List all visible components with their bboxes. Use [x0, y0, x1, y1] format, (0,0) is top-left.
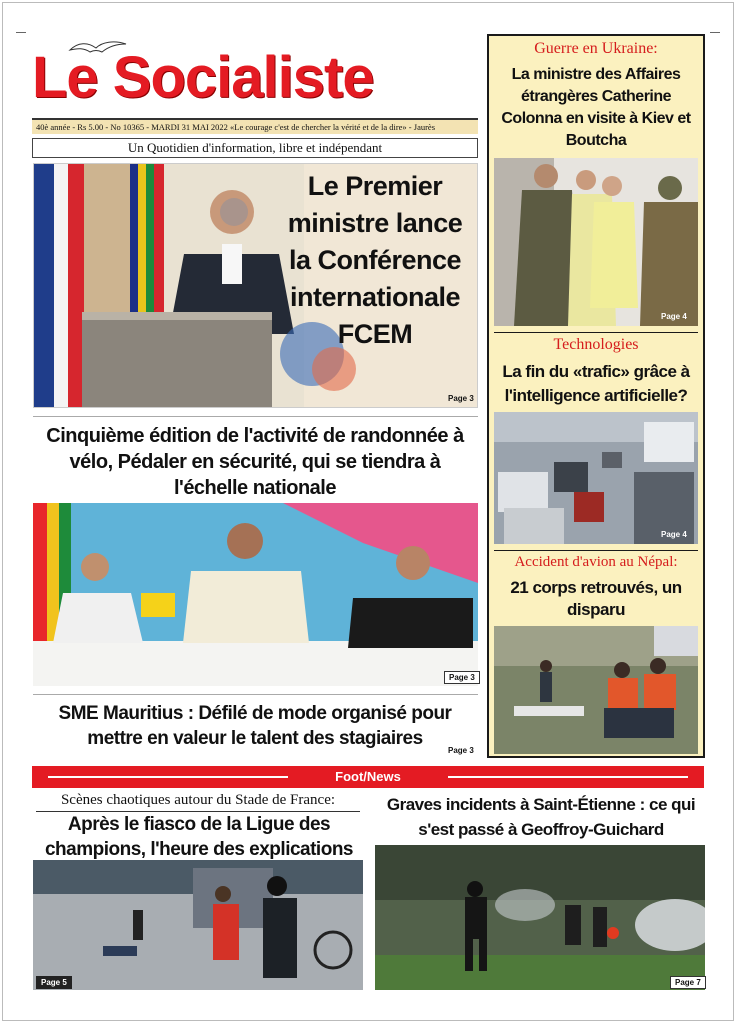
tech-page-ref[interactable]: Page 4	[661, 530, 687, 539]
traffic-photo[interactable]	[494, 412, 698, 544]
ukraine-photo[interactable]	[494, 158, 698, 326]
sidebar-box	[487, 34, 705, 758]
newspaper-logo[interactable]: Le Socialiste	[32, 45, 374, 110]
issue-info-bar: 40è année - Rs 5.00 - No 10365 - MARDI 31 MAI 2022 «Le courage c'est de chercher la vérité et de la dire» - Jaurès	[32, 118, 478, 134]
stade-kicker: Scènes chaotiques autour du Stade de France:	[60, 792, 336, 808]
section-bar	[32, 766, 704, 788]
stade-photo[interactable]	[33, 860, 363, 990]
lead-page-ref[interactable]: Page 3	[448, 394, 474, 403]
crop-mark	[710, 32, 720, 33]
sme-headline[interactable]: SME Mauritius : Défilé de mode organisé pour mettre en valeur le talent des stagiaires	[58, 703, 452, 749]
tagline: Un Quotidien d'information, libre et indépendant	[32, 138, 478, 158]
ukraine-kicker: Guerre en Ukraine:	[534, 40, 658, 57]
cycling-headline[interactable]: Cinquième édition de l'activité de randonnée à vélo, Pédaler en sécurité, qui se tiendra à l'échelle nationale	[46, 425, 464, 499]
cycling-page-ref[interactable]: Page 3	[444, 671, 480, 684]
divider	[494, 332, 698, 333]
saint-etienne-page-ref[interactable]: Page 7	[670, 976, 706, 989]
divider	[33, 694, 478, 695]
section-label[interactable]: Foot/News	[335, 769, 401, 784]
tech-kicker: Technologies	[553, 336, 639, 353]
lead-headline[interactable]: Le Premier ministre lance la Conférence internationale FCEM	[287, 171, 463, 349]
stadium-chaos-image	[33, 860, 363, 990]
masthead	[32, 38, 478, 158]
pitch-invasion-image	[375, 845, 705, 990]
press-conference-image	[33, 503, 478, 686]
minister-visit-image	[494, 158, 698, 326]
tech-headline[interactable]: La fin du «trafic» grâce à l'intelligence artificielle?	[502, 362, 690, 405]
rescue-team-image	[494, 626, 698, 754]
nepal-headline[interactable]: 21 corps retrouvés, un disparu	[510, 578, 682, 619]
nepal-kicker: Accident d'avion au Népal:	[514, 554, 678, 570]
stade-page-ref[interactable]: Page 5	[36, 976, 72, 989]
cycling-press-photo[interactable]	[33, 503, 478, 686]
saint-etienne-headline[interactable]: Graves incidents à Saint-Étienne : ce qui s'est passé à Geoffroy-Guichard	[386, 795, 696, 839]
sme-page-ref[interactable]: Page 3	[448, 746, 474, 755]
divider	[33, 416, 478, 417]
divider	[494, 550, 698, 551]
saint-etienne-photo[interactable]	[375, 845, 705, 990]
crop-mark	[16, 32, 26, 33]
traffic-jam-image	[494, 412, 698, 544]
ukraine-headline[interactable]: La ministre des Affaires étrangères Catherine Colonna en visite à Kiev et Boutcha	[501, 66, 691, 149]
stade-headline[interactable]: Après le fiasco de la Ligue des champions, l'heure des explications	[44, 814, 353, 860]
ukraine-page-ref[interactable]: Page 4	[661, 312, 687, 321]
nepal-crash-photo[interactable]	[494, 626, 698, 754]
